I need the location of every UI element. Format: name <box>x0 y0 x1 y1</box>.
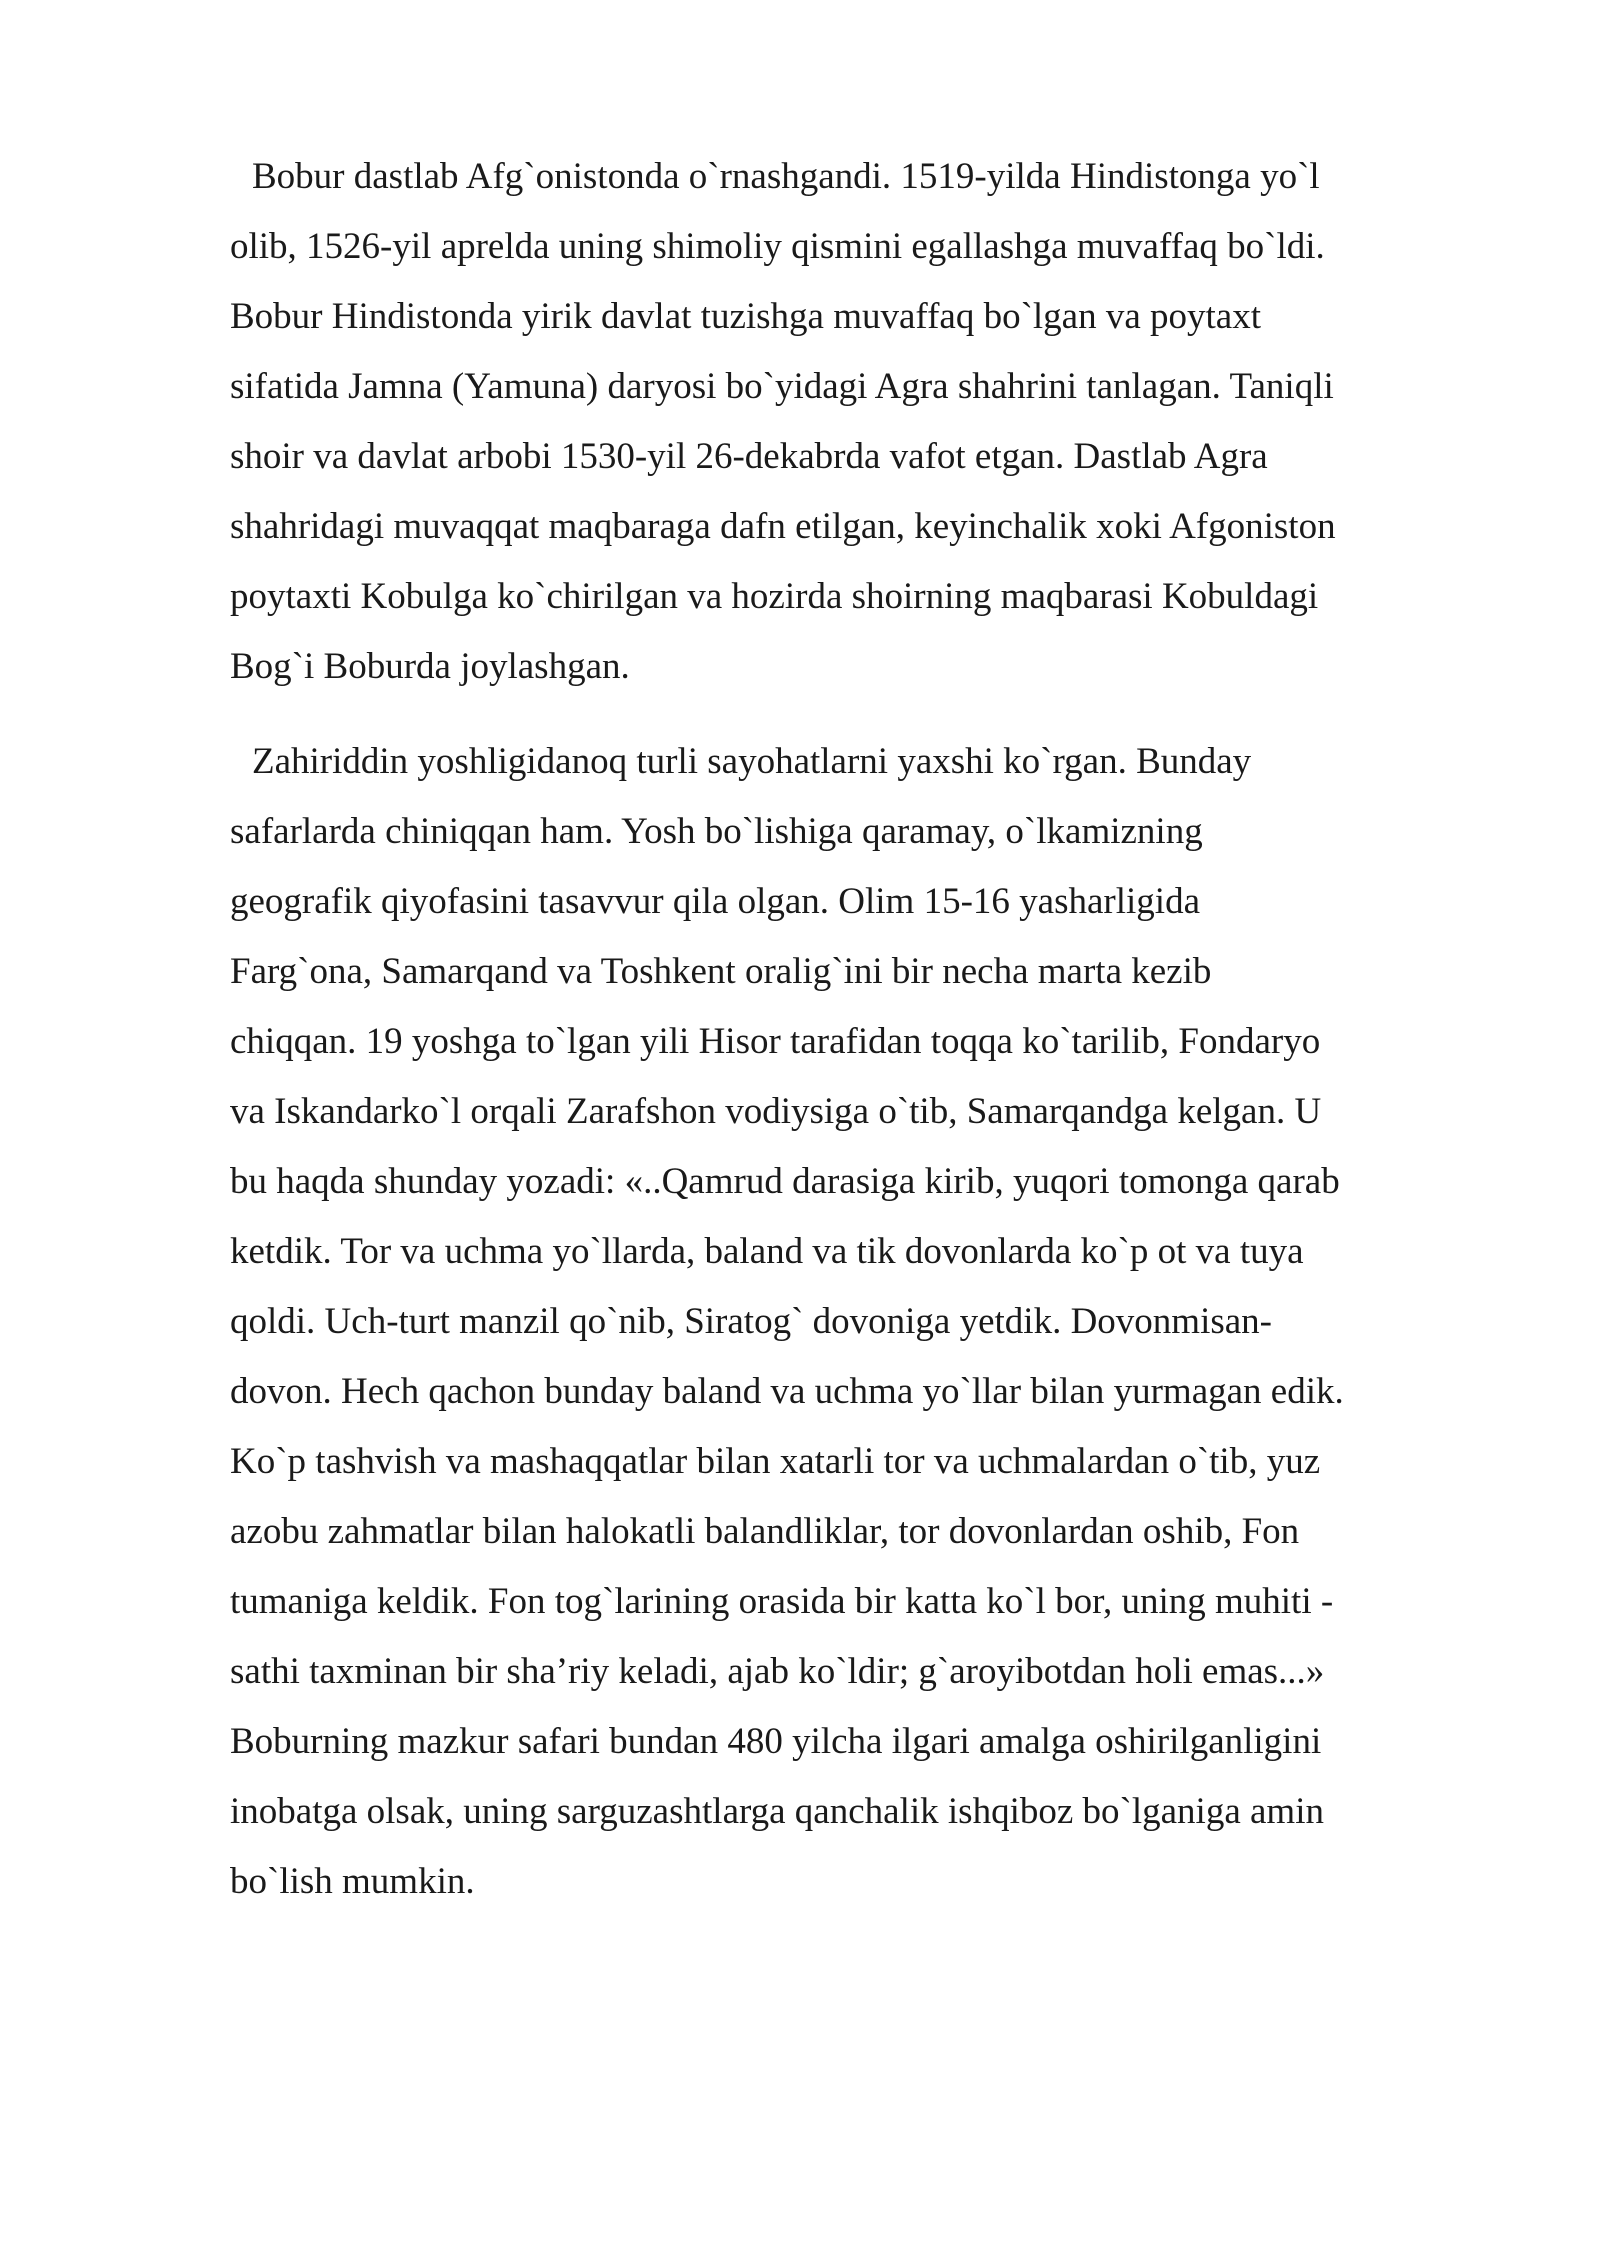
paragraph-1 <box>230 142 1460 702</box>
paragraph-line: poytaxti Kobulga ko`chirilgan va hozirda shoirning maqbarasi Kobuldagi <box>230 576 1319 617</box>
paragraph-line: chiqqan. 19 yoshga to`lgan yili Hisor tarafidan toqqa ko`tarilib, Fondaryo <box>230 1021 1321 1062</box>
paragraph-line: Boburning mazkur safari bundan 480 yilcha ilgari amalga oshirilganligini <box>230 1721 1322 1762</box>
paragraph-line: Farg`ona, Samarqand va Toshkent oralig`ini bir necha marta kezib <box>230 951 1212 992</box>
paragraph-line: bu haqda shunday yozadi: «..Qamrud darasiga kirib, yuqori tomonga qarab <box>230 1161 1340 1202</box>
paragraph-line: bo`lish mumkin. <box>230 1861 475 1902</box>
paragraph-line: tumaniga keldik. Fon tog`larining orasida bir katta ko`l bor, uning muhiti - <box>230 1581 1334 1622</box>
paragraph-line: safarlarda chiniqqan ham. Yosh bo`lishiga qaramay, o`lkamizning <box>230 811 1203 852</box>
paragraph-line: Bog`i Boburda joylashgan. <box>230 646 630 687</box>
paragraph-line: dovon. Hech qachon bunday baland va uchma yo`llar bilan yurmagan edik. <box>230 1371 1344 1412</box>
paragraph-line: qoldi. Uch-turt manzil qo`nib, Siratog` dovoniga yetdik. Dovonmisan- <box>230 1301 1272 1342</box>
paragraph-line: inobatga olsak, uning sarguzashtlarga qanchalik ishqiboz bo`lganiga amin <box>230 1791 1324 1832</box>
paragraph-line: shoir va davlat arbobi 1530-yil 26-dekabrda vafot etgan. Dastlab Agra <box>230 436 1268 477</box>
document-body <box>230 142 1460 1917</box>
paragraph-line: Zahiriddin yoshligidanoq turli sayohatlarni yaxshi ko`rgan. Bunday <box>252 741 1252 782</box>
paragraph-line: Ko`p tashvish va mashaqqatlar bilan xatarli tor va uchmalardan o`tib, yuz <box>230 1441 1321 1482</box>
paragraph-line: olib, 1526-yil aprelda uning shimoliy qismini egallashga muvaffaq bo`ldi. <box>230 226 1325 267</box>
paragraph-2 <box>230 727 1460 1917</box>
paragraph-line: sifatida Jamna (Yamuna) daryosi bo`yidagi Agra shahrini tanlagan. Taniqli <box>230 366 1334 407</box>
paragraph-line: ketdik. Tor va uchma yo`llarda, baland va tik dovonlarda ko`p ot va tuya <box>230 1231 1304 1272</box>
paragraph-line: va Iskandarko`l orqali Zarafshon vodiysiga o`tib, Samarqandga kelgan. U <box>230 1091 1322 1132</box>
paragraph-spacer <box>230 702 1460 727</box>
paragraph-line: shahridagi muvaqqat maqbaraga dafn etilgan, keyinchalik xoki Afgoniston <box>230 506 1336 547</box>
paragraph-line: azobu zahmatlar bilan halokatli balandliklar, tor dovonlardan oshib, Fon <box>230 1511 1300 1552</box>
paragraph-line: geografik qiyofasini tasavvur qila olgan. Olim 15-16 yasharligida <box>230 881 1200 922</box>
paragraph-line: Bobur dastlab Afg`onistonda o`rnashgandi. 1519-yilda Hindistonga yo`l <box>252 156 1320 197</box>
paragraph-line: sathi taxminan bir sha’riy keladi, ajab ko`ldir; g`aroyibotdan holi emas...» <box>230 1651 1325 1692</box>
paragraph-line: Bobur Hindistonda yirik davlat tuzishga muvaffaq bo`lgan va poytaxt <box>230 296 1261 337</box>
